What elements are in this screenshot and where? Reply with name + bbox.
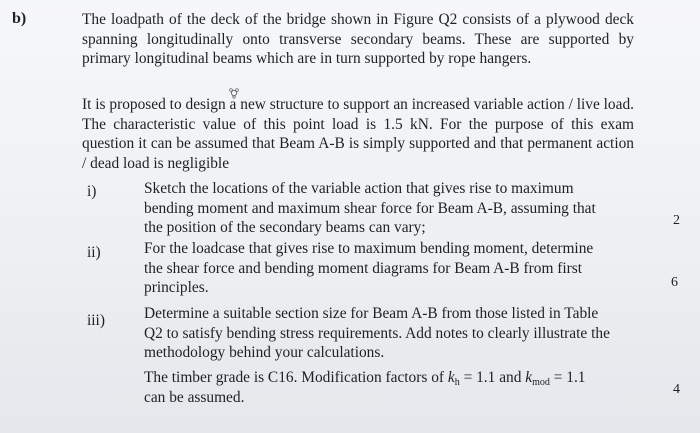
timber-note xyxy=(144,368,614,407)
part-label: b) xyxy=(12,10,27,27)
item-text: For the loadcase that gives rise to maximum bending moment, determine the shear force and bending moment diagrams for Beam A-B from first principles. xyxy=(144,240,594,297)
item-text: Determine a suitable section size for Beam A-B from those listed in Table Q2 to satisfy bending stress requirements. Add notes to clearly illustrate the methodology behind your calculations. xyxy=(144,305,610,362)
k-mod-value: = 1.1 xyxy=(549,369,586,386)
k-mod-symbol: k xyxy=(525,369,533,386)
item-number: iii) xyxy=(87,312,105,329)
item-number: ii) xyxy=(87,244,101,261)
marks-value: 6 xyxy=(671,275,678,290)
k-h-value: = 1.1 and xyxy=(459,369,526,386)
note-prefix: The timber grade is C16. Modification factors of xyxy=(144,369,448,386)
intro-paragraph: The loadpath of the deck of the bridge shown in Figure Q2 consists of a plywood deck spanning longitudinally onto transverse secondary beams. These are supported by primary longitudinal beams which are in turn supported by rope hangers. xyxy=(82,11,634,68)
k-h-subscript: h xyxy=(454,377,460,388)
marks-value: 4 xyxy=(673,382,680,397)
note-suffix: can be assumed. xyxy=(144,388,245,406)
item-number: i) xyxy=(87,183,97,200)
marks-value: 2 xyxy=(673,213,680,228)
item-text: Sketch the locations of the variable action that gives rise to maximum bending moment and maximum shear force for Beam A-B, assuming that the position of the secondary beams can vary; xyxy=(144,180,596,237)
k-h-symbol: k xyxy=(447,369,455,386)
k-mod-subscript: mod xyxy=(532,377,550,388)
context-paragraph: It is proposed to design a new structure to support an increased variable action / live load. The characteristic value of this point load is 1.5 kN. For the purpose of this exam question it can be assumed that Beam A-B is simply supported and that permanent action / dead load is negligible xyxy=(82,96,634,172)
